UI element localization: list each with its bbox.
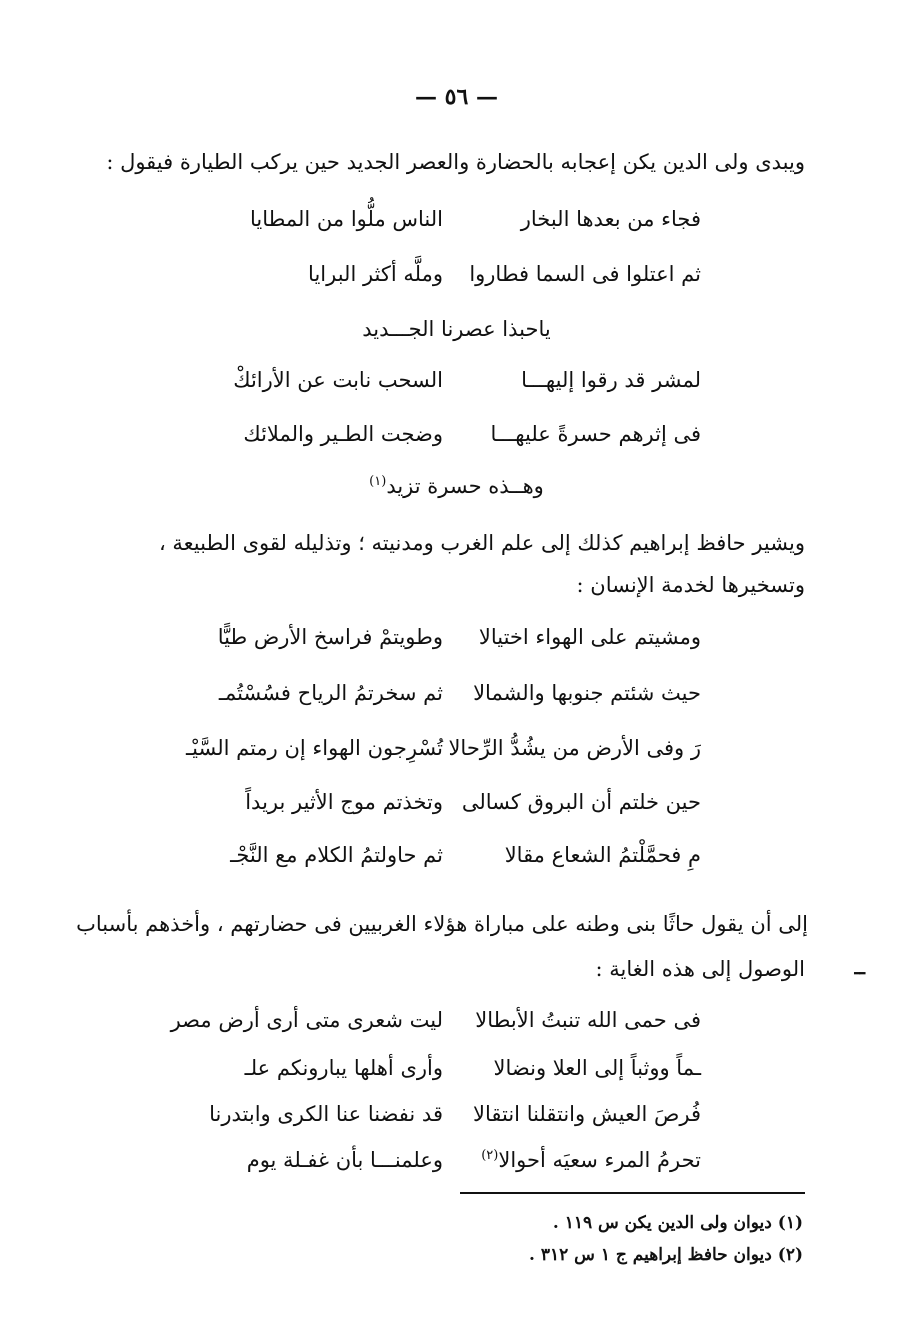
poem2-verse-2-second-hemistich: فى إثرهم حسرةً عليهـــا [490,422,701,446]
poem3-verse-3-second-hemistich: رَ وفى الأرض من يشُدُّ الرِّحالا [448,736,701,760]
refrain-2-text: وهــذه حسرة تزيد [386,474,544,498]
margin-mark: ــ [854,958,865,979]
poem3-verse-3-first-hemistich: تُسْرِجون الهواء إن رمتم السَّيْـ [185,736,443,760]
intro-paragraph-1: ويبدى ولى الدين يكن إعجابه بالحضارة والعصر الجديد حين يركب الطيارة فيقول : [106,150,805,174]
intro-paragraph-2-line-1: ويشير حافظ إبراهيم كذلك إلى علم الغرب ومدنيته ؛ وتذليله لقوى الطبيعة ، [158,531,805,555]
poem4-verse-4-second-hemistich-text: تحرمُ المرء سعيَه أحوالا [498,1148,701,1172]
poem1-verse-1-second-hemistich: فجاء من بعدها البخار [520,207,701,231]
poem4-verse-2-first-hemistich: وأرى أهلها يبارونكم علـ [244,1056,443,1080]
footnote-2: (٢) ديوان حافظ إبراهيم ج ١ س ٣١٢ . [529,1245,803,1265]
poem2-verse-1-second-hemistich: لمشر قد رقوا إليهـــا [521,368,701,392]
poem3-verse-4-first-hemistich: وتخذتم موج الأثير بريداً [245,790,443,814]
poem3-verse-5-first-hemistich: ثم حاولتمُ الكلام مع النَّجْـ [230,843,443,867]
footnote-divider [460,1192,805,1194]
intro-paragraph-2-line-2: وتسخيرها لخدمة الإنسان : [576,573,805,597]
poem4-verse-2-second-hemistich: ـماً ووثباً إلى العلا ونضالا [493,1056,701,1080]
poem3-verse-2-first-hemistich: ثم سخرتمُ الرياح فسُسْتُمـ [218,681,443,705]
poem4-verse-3-first-hemistich: قد نفضنا عنا الكرى وابتدرنا [209,1102,443,1126]
poem2-verse-1-first-hemistich: السحب نابت عن الأرائكْ [233,368,443,392]
footnote-marker-1: (١) [369,474,387,489]
refrain-1: ياحبذا عصرنا الجـــديد [362,317,551,341]
poem3-verse-1-first-hemistich: وطويتمْ فراسخ الأرض طيًّا [217,625,443,649]
footnote-marker-2: (٢) [481,1148,499,1163]
poem4-verse-3-second-hemistich: فُرصَ العيش وانتقلنا انتقالا [473,1102,701,1126]
poem1-verse-2-first-hemistich: وملَّه أكثر البرايا [308,262,443,286]
poem4-verse-1-first-hemistich: ليت شعرى متى أرى أرض مصر [170,1008,443,1032]
poem1-verse-1-first-hemistich: الناس ملُّوا من المطايا [250,207,443,231]
footnote-1: (١) ديوان ولى الدين يكن س ١١٩ . [552,1213,803,1233]
poem3-verse-2-second-hemistich: حيث شئتم جنوبها والشمالا [473,681,701,705]
poem3-verse-4-second-hemistich: حين خلتم أن البروق كسالى [461,790,701,814]
intro-paragraph-3-line-1: إلى أن يقول حاثًا بنى وطنه على مباراة هؤلاء الغربيين فى حضارتهم ، وأخذهم بأسباب [76,912,808,936]
poem1-verse-2-second-hemistich: ثم اعتلوا فى السما فطاروا [469,262,701,286]
refrain-2 [0,474,913,498]
page-number: — ٥٦ — [415,84,498,110]
poem4-verse-4-first-hemistich: وعلمنـــا بأن غفـلة يوم [246,1148,443,1172]
intro-paragraph-3-line-2: الوصول إلى هذه الغاية : [595,957,805,981]
poem2-verse-2-first-hemistich: وضجت الطـير والملائك [243,422,443,446]
poem3-verse-5-second-hemistich: مِ فحمَّلْتمُ الشعاع مقالا [504,843,701,867]
poem3-verse-1-second-hemistich: ومشيتم على الهواء اختيالا [478,625,701,649]
poem4-verse-1-second-hemistich: فى حمى الله تنبتُ الأبطالا [475,1008,701,1032]
poem4-verse-4-second-hemistich [461,1148,701,1172]
